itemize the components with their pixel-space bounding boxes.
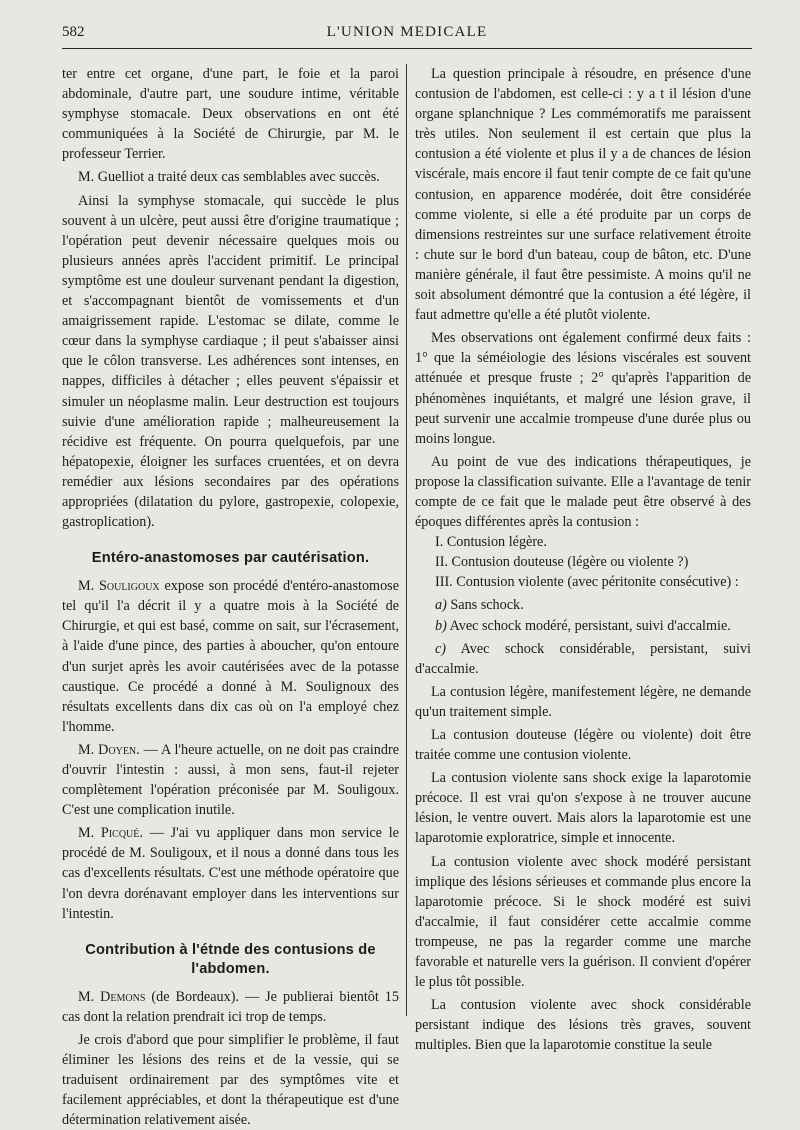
- page-header: [62, 20, 752, 49]
- list-subitem: b) Avec schock modéré, persistant, suivi d'accalmie.: [435, 617, 731, 634]
- paragraph: Ainsi la symphyse stomacale, qui succède le plus souvent à un ulcère, peut aussi être d'origine traumatique ; l'opération peut devenir nécessaire quelques mois ou plusieurs années après l'accident primitif. Le principal symptôme est une douleur survenant pendant la digestion, et s'accompagnant bientôt de vomissements et d'un amaigrissement rapide. L'estomac se dilate, comme le cœur dans la symphyse cardiaque ; il peut s'abaisser ainsi que le côlon transverse. Les adhérences sont intenses, en nappes, difficiles à détacher ; elles peuvent s'épaissir et simuler un néoplasme malin. Leur destruction est toujours suivie d'une amélioration rapide ; malheureusement la récidive est fréquente. On pourra quelquefois, par une hépatopexie, éloigner les surfaces cruentées, et on devra remédier aux lésions secondaires par des opérations appropriées (dilatation du pylore, gastropexie, colopexie, gastroplication).: [62, 192, 399, 531]
- list-item: III. Contusion violente (avec péritonite consécutive) :: [435, 574, 739, 591]
- section-heading: Entéro-anastomoses par cautérisation.: [91, 550, 370, 567]
- paragraph: La contusion légère, manifestement légère, ne demande qu'un traitement simple.: [415, 683, 751, 720]
- paragraph: Je crois d'abord que pour simplifier le problème, il faut éliminer les lésions des reins et de la vessie, qui se traduisent ordinairement par des symptômes vite et facilement appréciables, et dont la thérapeutique est d'une détermination relativement aisée.: [62, 1031, 399, 1129]
- paragraph: La contusion violente sans shock exige la laparotomie précoce. Il est vrai qu'on s'expose à ne trouver aucune lésion, le ventre ouvert. Mais alors la laparotomie est une laparotomie exploratrice, simple et innocente.: [415, 770, 751, 847]
- list-item: II. Contusion douteuse (légère ou violente ?): [435, 554, 689, 571]
- right-column: [415, 64, 751, 1054]
- page-number: 582: [62, 24, 85, 40]
- left-column: [62, 64, 399, 1129]
- paragraph: Mes observations ont également confirmé deux faits : 1° que la séméiologie des lésions viscérales est souvent atténuée et presque fruste ; 2° qu'après l'apparition de phénomènes inquiétants, et malgré une lésion grave, il peut survenir une accalmie trompeuse d'une durée plus ou moins longue.: [415, 330, 751, 447]
- paragraph: M. Picqué. — J'ai vu appliquer dans mon service le procédé de M. Souligoux, et il nous a donné dans tous les cas d'excellents résultats. C'est une méthode opératoire que l'on devra dorénavant employer dans les interventions sur l'intestin.: [62, 825, 399, 922]
- speaker-name: M. Doyen.: [78, 741, 140, 758]
- list-subitem: a) Sans schock.: [435, 597, 524, 614]
- paragraph: La contusion violente avec shock modéré persistant implique des lésions sérieuses et commande plus encore la laparotomie précoce. Si le shock modéré est suivi d'accalmie, il faut considérer cette accalmie comme trompeuse, ne pas la regarder comme une marche favorable et naturelle vers la guérison. Il convient d'opérer le plus tôt possible.: [415, 853, 751, 991]
- paragraph: M. Guelliot a traité deux cas semblables avec succès.: [78, 169, 380, 186]
- paragraph: M. Demons (de Bordeaux). — Je publierai bientôt 15 cas dont la relation prendrait ici trop de temps.: [62, 988, 399, 1025]
- paragraph: Au point de vue des indications thérapeutiques, je propose la classification suivante. Elle a l'avantage de tenir compte de ce fait que le malade peut être observé à des époques différentes après la contusion :: [415, 453, 751, 531]
- speaker-name: M. Picqué.: [78, 825, 143, 842]
- column-divider: [406, 64, 407, 1016]
- paragraph: ter entre cet organe, d'une part, le foie et la paroi abdominale, d'autre part, une soudure intime, véritable symphyse stomacale. Deux observations en ont été communiquées à la Société de Chirurgie, par M. le professeur Terrier.: [62, 66, 399, 163]
- paragraph: La contusion violente avec shock considérable persistant indique des lésions très graves, souvent multiples. Bien que la laparotomie constitue la seule: [415, 997, 751, 1054]
- running-title: L'UNION MEDICALE: [326, 24, 488, 40]
- paragraph: M. Souligoux expose son procédé d'entéro-anastomose tel qu'il l'a décrit il y a quatre mois à la Société de Chirurgie, et qui est basé, comme on sait, sur l'écrasement, à l'aide d'une pince, des parties à aboucher, qu'on entoure d'un surjet après les avoir cautérisées avec de la potasse caustique. Ce procédé a donné à M. Soulignoux des résultats excellents dans dix cas où on l'a employé chez l'homme.: [62, 578, 399, 735]
- paragraph: La question principale à résoudre, en présence d'une contusion de l'abdomen, est celle-ci : y a t il lésion d'une organe splanchnique ? Les commémoratifs me paraissent très utiles. Non seulement il est certain que plus la contusion a été violente et plus il y a de chances de lésion viscérale, mais encore il faut tenir compte de ce fait qu'une contusion, en apparence modérée, doit être considérée comme violente, si elle a été produite par un corps de dimensions restreintes sur une surface relativement étroite : chute sur le bord d'un bateau, coup de bâton, etc. D'une manière générale, il faut être pessimiste. A moins qu'il ne soit absolument démontré que la contusion a été légère, il faut admettre qu'elle a été plutôt violente.: [415, 66, 751, 324]
- list-subitem: c) Avec schock considérable, persistant, suivi d'accalmie.: [415, 640, 751, 677]
- paragraph: La contusion douteuse (légère ou violente) doit être traitée comme une contusion violente.: [415, 727, 751, 764]
- speaker-name: M. Souligoux: [78, 578, 160, 595]
- section-heading: Contribution à l'étnde des contusions de l'abdomen.: [85, 941, 376, 977]
- paragraph: M. Doyen. — A l'heure actuelle, on ne doit pas craindre d'ouvrir l'intestin : aussi, à mon sens, faut-il rejeter complètement l'opération préconisée par M. Souligoux. C'est une complication inutile.: [62, 741, 399, 819]
- list-item: I. Contusion légère.: [435, 534, 547, 551]
- speaker-name: M. Demons: [78, 988, 146, 1005]
